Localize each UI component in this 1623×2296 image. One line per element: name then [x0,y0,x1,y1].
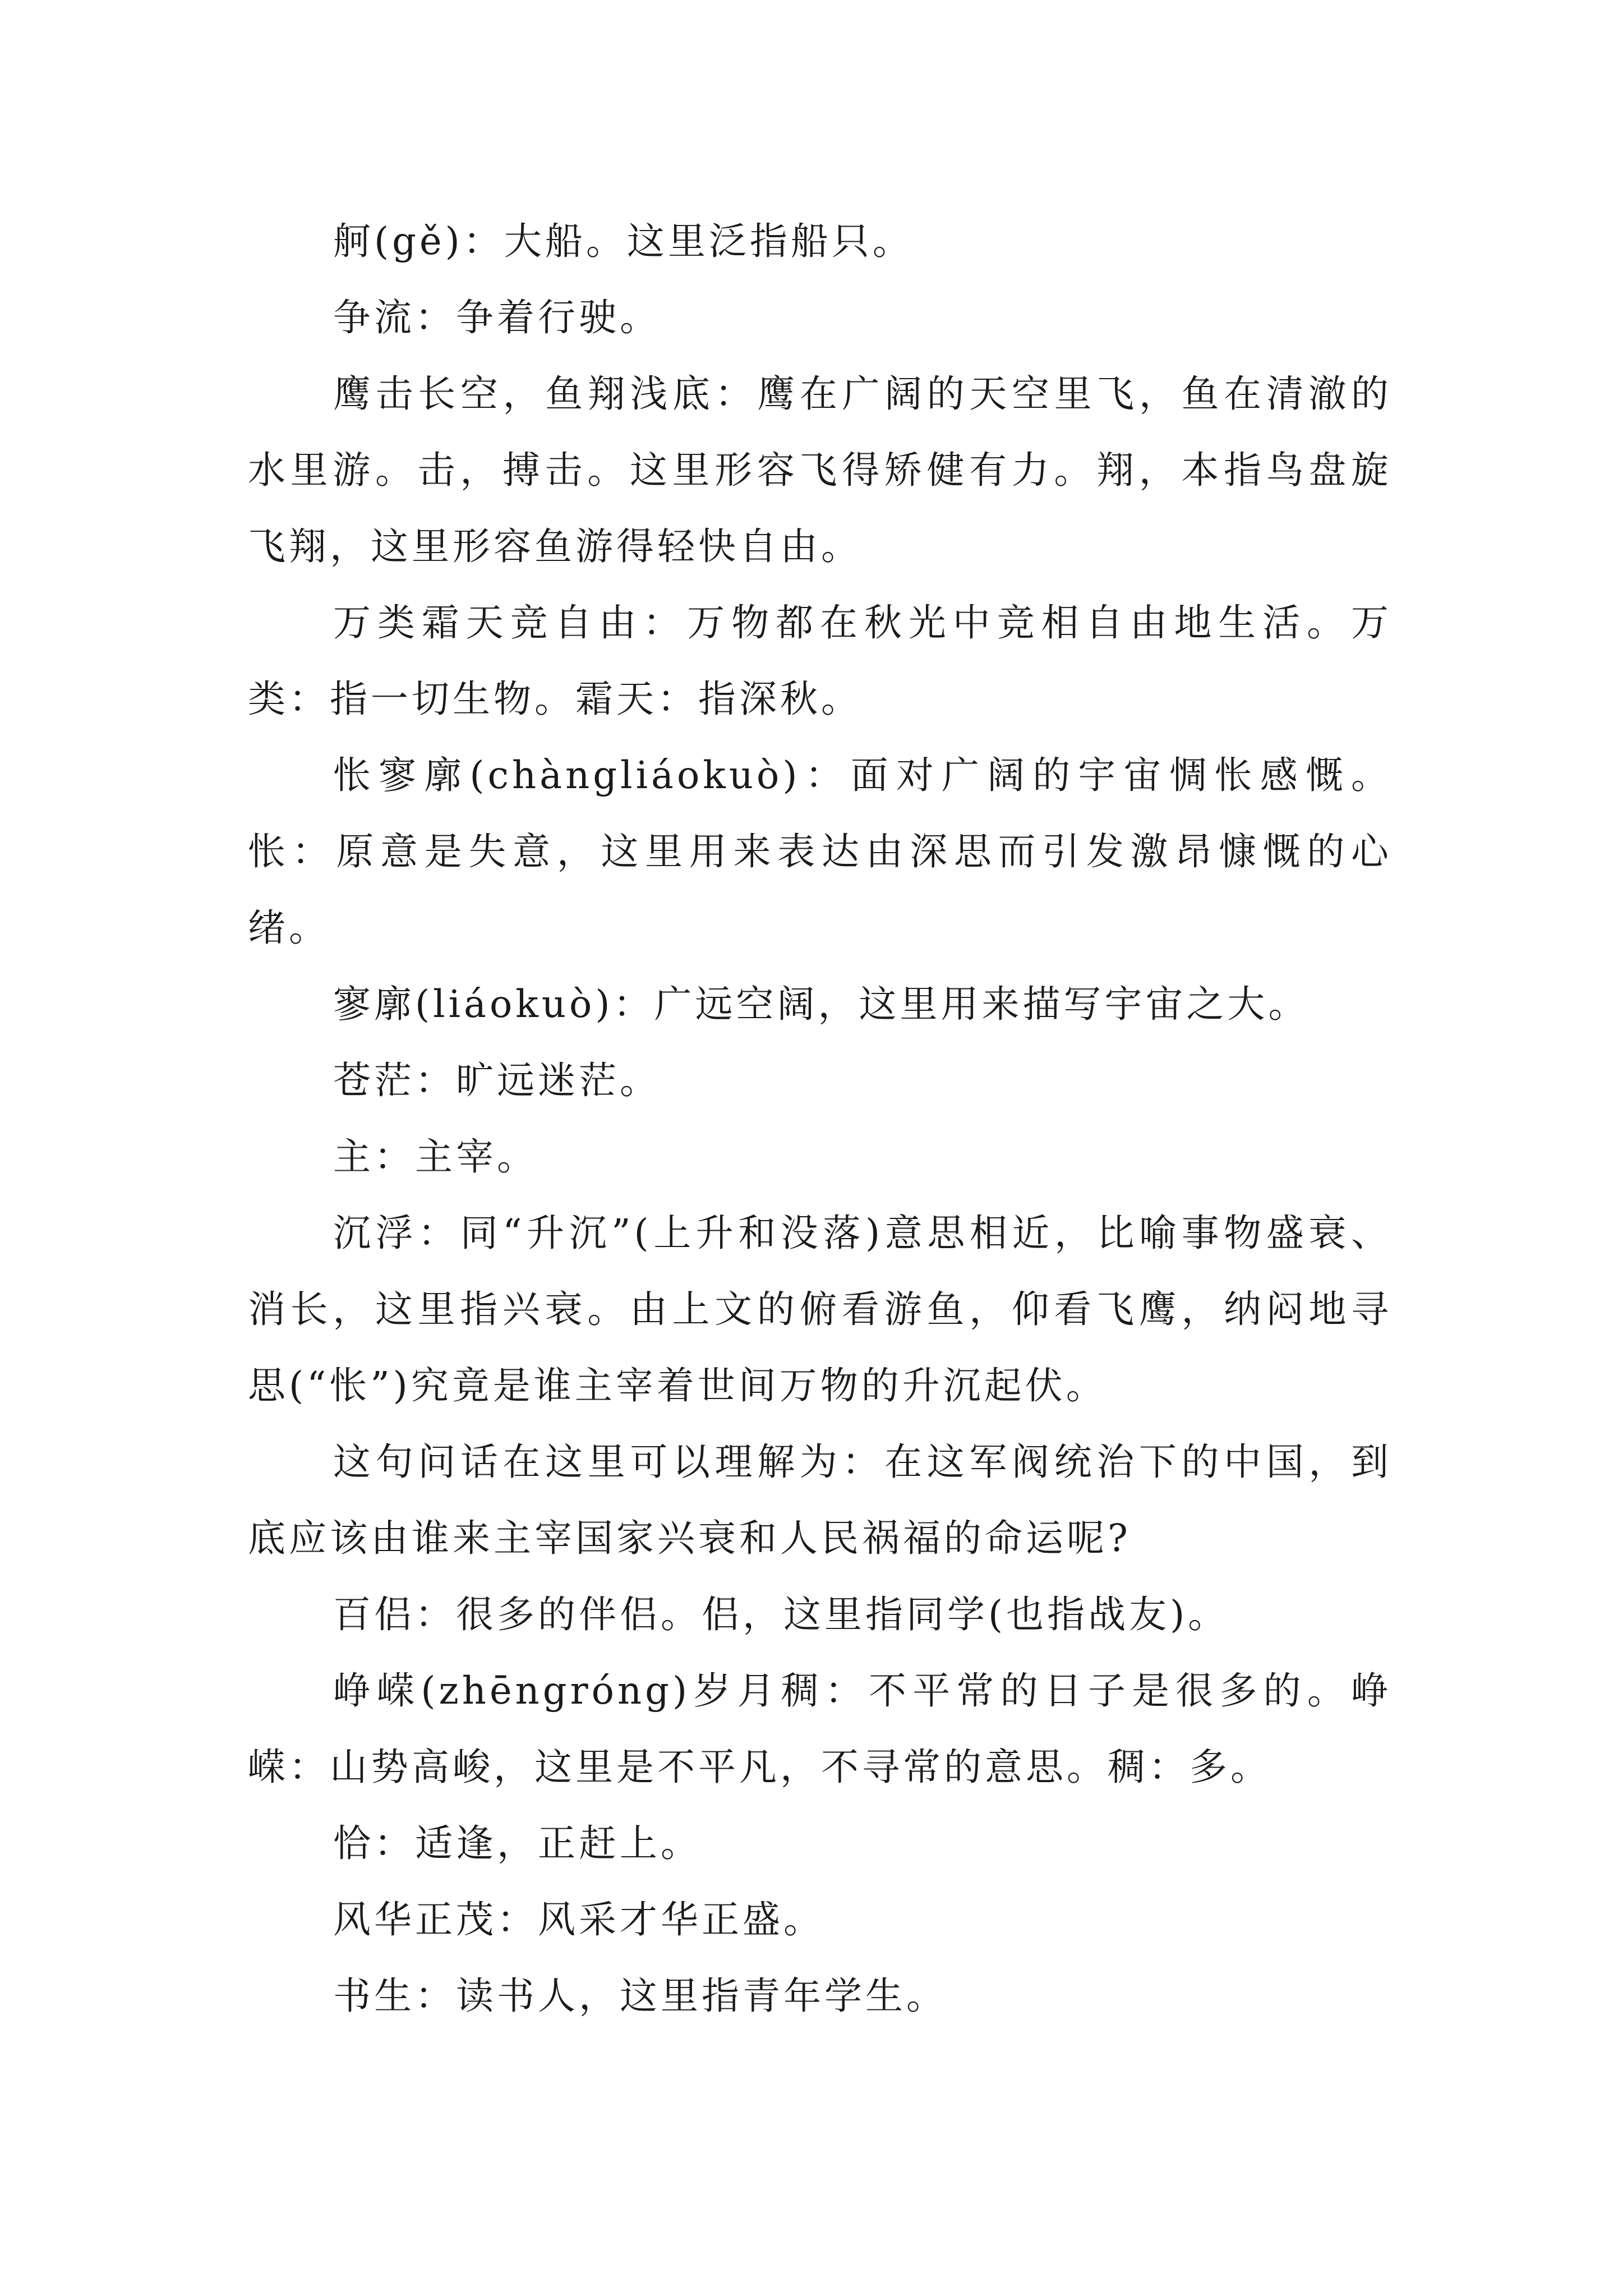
paragraph-qia: 恰：适逢，正赶上。 [333,1821,702,1865]
paragraph-fenghua: 风华正茂：风采才华正盛。 [333,1898,824,1941]
paragraph-zhengliu: 争流：争着行驶。 [333,296,661,339]
paragraph-liaokuo: 寥廓(liáokuò)：广远空阔，这里用来描写宇宙之大。 [333,982,1310,1026]
paragraph-cangmang: 苍茫：旷远迷茫。 [333,1059,661,1102]
paragraph-shusheng: 书生：读书人，这里指青年学生。 [333,1974,947,2018]
paragraph-zhengrong: 峥嵘(zhēngróng)岁月稠：不平常的日子是很多的。峥嵘：山势高峻，这里是不平凡，不寻常的意思。稠：多。 [248,1669,1392,1789]
paragraph-chang-liaokuo: 怅寥廓(chàngliáokuò)：面对广阔的宇宙惆怅感慨。怅：原意是失意，这里用来表达由深思而引发激昂慷慨的心绪。 [248,753,1392,950]
paragraph-question: 这句问话在这里可以理解为：在这军阀统治下的中国，到底应该由谁来主宰国家兴衰和人民祸福的命运呢? [248,1440,1392,1560]
paragraph-zhu: 主：主宰。 [333,1135,538,1179]
paragraph-wanlei: 万类霜天竞自由：万物都在秋光中竞相自由地生活。万类：指一切生物。霜天：指深秋。 [248,601,1392,721]
document-body [248,203,1392,2034]
paragraph-yingji: 鹰击长空，鱼翔浅底：鹰在广阔的天空里飞，鱼在清澈的水里游。击，搏击。这里形容飞得矫健有力。翔，本指鸟盘旋飞翔，这里形容鱼游得轻快自由。 [248,372,1392,568]
paragraph-chenfu: 沉浮：同“升沉”(上升和没落)意思相近，比喻事物盛衰、消长，这里指兴衰。由上文的俯看游鱼，仰看飞鹰，纳闷地寻思(“怅”)究竟是谁主宰着世间万物的升沉起伏。 [248,1211,1392,1407]
paragraph-bailv: 百侣：很多的伴侣。侣，这里指同学(也指战友)。 [333,1593,1229,1636]
paragraph-ge: 舸(gě)：大船。这里泛指船只。 [333,219,914,263]
